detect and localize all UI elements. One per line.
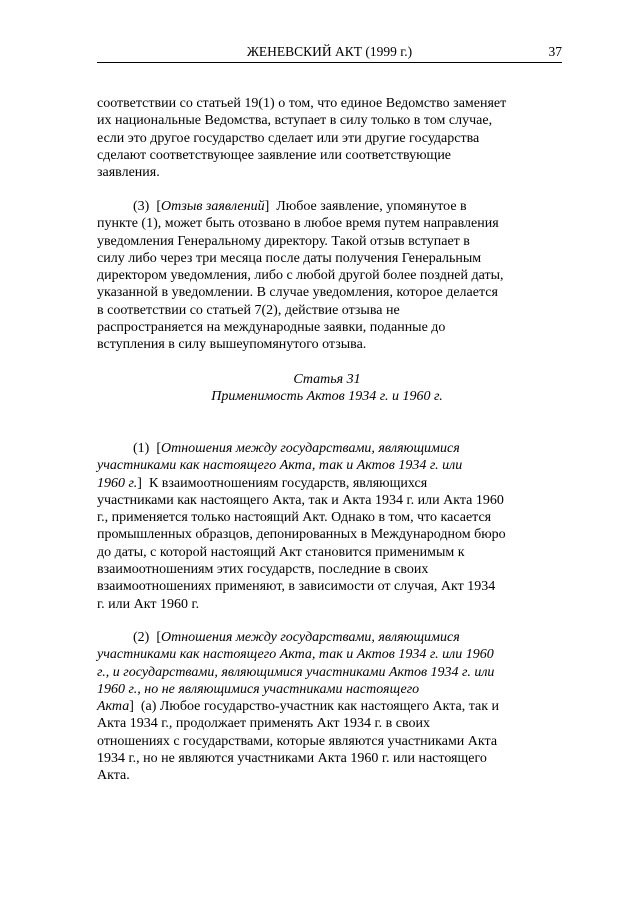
text-line: директором уведомления, либо с любой другой более поздней даты, <box>97 268 504 284</box>
paragraph-heading: 1960 г. <box>97 475 138 491</box>
text-line: распространяется на международные заявки, поданные до <box>97 320 446 336</box>
text-line: указанной в уведомлении. В случае уведомления, которое делается <box>97 285 498 301</box>
text-line: соответствии со статьей 19(1) о том, что единое Ведомство заменяет <box>97 96 507 111</box>
text-line: участниками как настоящего Акта, так и Акта 1934 г. или Акта 1960 <box>97 492 504 508</box>
bracket: ] <box>129 699 134 715</box>
paragraph-article31-2 <box>97 629 557 785</box>
paragraph-first-line <box>97 198 557 215</box>
text-line: если это другое государство сделает или эти другие государства <box>97 130 480 146</box>
bracket: [ <box>156 199 161 214</box>
bracket: ] <box>264 199 270 214</box>
text-fragment: (a) Любое государство-участник как настоящего Акта, так и <box>140 699 500 715</box>
text-line: 1934 г., но не являются участниками Акта 1960 г. или настоящего <box>97 751 487 767</box>
paragraph-number: (2) <box>133 630 150 645</box>
text-line: до даты, с которой настоящий Акт становится применимым к <box>97 544 465 560</box>
running-header-title: ЖЕНЕВСКИЙ АКТ (1999 г.) <box>246 44 413 59</box>
running-header <box>97 44 562 63</box>
text-line: в соответствии со статьей 7(2), действие отзыва не <box>97 302 400 318</box>
text-line: Акта 1934 г., продолжает применять Акт 1934 г. в своих <box>97 716 430 732</box>
text-fragment: К взаимоотношениям государств, являющихся <box>148 475 428 491</box>
text-fragment: Любое заявление, упомянутое в <box>276 199 467 214</box>
text-line: заявления. <box>97 165 160 181</box>
article-title: Применимость Актов 1934 г. и 1960 г. <box>211 389 443 405</box>
paragraph-heading-end-line <box>97 698 557 715</box>
text-line: г., применяется только настоящий Акт. Однако в том, что касается <box>97 510 492 526</box>
paragraph-heading-line: участниками как настоящего Акта, так и Актов 1934 г. или <box>97 458 463 474</box>
paragraph-heading-line: 1960 г., но не являющимися участниками настоящего <box>97 681 420 697</box>
paragraph-heading-line: участниками как настоящего Акта, так и Актов 1934 г. или 1960 <box>97 647 494 663</box>
bracket: [ <box>156 630 161 645</box>
paragraph-continuation <box>97 95 557 181</box>
article-number: Статья 31 <box>293 372 361 387</box>
page-number: 37 <box>548 44 562 59</box>
paragraph-heading-end-line <box>97 475 557 492</box>
paragraph-heading-line: г., и государствами, являющимися участниками Актов 1934 г. или <box>97 664 495 680</box>
paragraph-heading: Отношения между государствами, являющимися <box>161 630 460 645</box>
bracket: [ <box>156 441 161 456</box>
bracket: ] <box>137 475 142 491</box>
paragraph-heading: Отзыв заявлений <box>161 199 265 214</box>
paragraph-withdrawal <box>97 198 557 354</box>
text-line: взаимоотношениях применяют, в зависимости от случая, Акт 1934 <box>97 579 496 595</box>
text-line: пункте (1), может быть отозвано в любое время путем направления <box>97 216 499 232</box>
article-heading <box>97 371 557 406</box>
paragraph-first-line <box>97 440 557 457</box>
text-line: взаимоотношениям этих государств, последние в своих <box>97 562 429 578</box>
paragraph-first-line <box>97 629 557 646</box>
paragraph-heading: Отношения между государствами, являющимися <box>161 441 460 456</box>
text-line: г. или Акт 1960 г. <box>97 596 200 612</box>
text-line: промышленных образцов, депонированных в Международном бюро <box>97 527 506 543</box>
text-line: сделают соответствующее заявление или соответствующие <box>97 147 452 163</box>
text-line: уведомления Генеральному директору. Такой отзыв вступает в <box>97 233 470 249</box>
text-line: Акта. <box>97 768 130 784</box>
paragraph-number: (3) <box>133 199 150 214</box>
paragraph-heading: Акта <box>97 699 130 715</box>
paragraph-article31-1 <box>97 440 557 613</box>
paragraph-number: (1) <box>133 441 150 456</box>
text-line: их национальные Ведомства, вступает в силу только в том случае, <box>97 113 493 129</box>
text-line: вступления в силу вышеупомянутого отзыва. <box>97 337 367 353</box>
text-line: отношениях с государствами, которые являются участниками Акта <box>97 733 498 749</box>
text-line: силу либо через три месяца после даты получения Генеральным <box>97 250 482 266</box>
